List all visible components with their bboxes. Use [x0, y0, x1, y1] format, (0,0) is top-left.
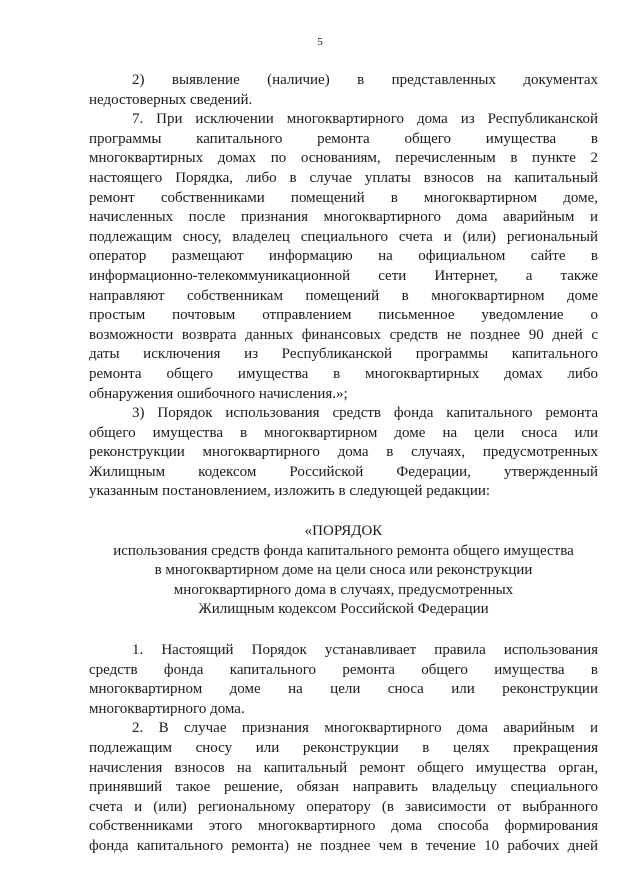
text-line: средств фонда капитального ремонта общего имущества в [89, 661, 598, 678]
text-line: информационно-телекоммуникационной сети Интернет, а также [89, 267, 598, 284]
text-line: реконструкции многоквартирного дома в случаях, предусмотренных [89, 444, 598, 461]
text-line: общего имущества в многоквартирном доме на цели сноса или [89, 424, 598, 441]
text-line: недостоверных сведений. [89, 91, 253, 108]
order-subtitle-line: многоквартирного дома в случаях, предусмотренных [173, 581, 514, 598]
text-line: ремонт собственниками помещений в многоквартирном доме, [89, 189, 598, 206]
text-line: оператор размещают информацию на официальном сайте в [89, 248, 598, 265]
text-line: принявший такое решение, обязан направить владельцу специального [89, 779, 598, 796]
text-line: начисления взносов на капитальный ремонт общего имущества орган, [89, 759, 598, 776]
text-line: 2) выявление (наличие) в представленных документах [132, 72, 598, 88]
text-line: собственниками этого многоквартирного дома способа формирования [89, 818, 598, 835]
text-line: многоквартирных домах по основаниям, перечисленным в пункте 2 [89, 150, 598, 167]
order-subtitle-line: в многоквартирном доме на цели сноса или реконструкции [154, 562, 533, 579]
text-line: фонда капитального ремонта) не позднее чем в течение 10 рабочих дней [89, 837, 598, 854]
order-paragraph-2 [89, 719, 598, 856]
text-line: Жилищным кодексом Российской Федерации, утвержденный [89, 463, 598, 480]
text-line: программы капитального ремонта общего имущества в [89, 130, 598, 147]
order-heading: «ПОРЯДОК [304, 523, 383, 540]
paragraph-item-2 [89, 71, 598, 110]
text-line: даты исключения из Республиканской программы капитального [89, 346, 598, 363]
spacer [89, 620, 598, 641]
text-line: возможности возврата данных финансовых средств не позднее 90 дней с [89, 326, 598, 343]
text-line: подлежащим сносу, владелец специального счета и (или) региональный [89, 228, 598, 245]
text-line: указанным постановлением, изложить в следующей редакции: [89, 483, 491, 500]
text-line: 7. При исключении многоквартирного дома из Республиканской [132, 111, 598, 128]
text-line: 1. Настоящий Порядок устанавливает правила использования [132, 642, 598, 659]
order-subtitle-line: использования средств фонда капитального ремонта общего имущества [113, 542, 574, 559]
order-subtitle-line: Жилищным кодексом Российской Федерации [198, 601, 489, 618]
paragraph-item-7 [89, 110, 598, 404]
text-line: многоквартирном доме на цели сноса или реконструкции [89, 681, 598, 698]
text-line: 3) Порядок использования средств фонда капитального ремонта [132, 405, 598, 422]
order-title [89, 522, 598, 620]
document-body [89, 71, 598, 857]
text-line: ремонта общего имущества в многоквартирных домах либо [89, 365, 598, 382]
text-line: счета и (или) региональному оператору (в зависимости от выбранного [89, 798, 598, 815]
page-number: 5 [317, 36, 323, 48]
order-paragraph-1 [89, 641, 598, 719]
text-line: многоквартирного дома. [89, 700, 245, 717]
text-line: 2. В случае признания многоквартирного дома аварийным и [132, 720, 598, 737]
paragraph-item-3 [89, 404, 598, 502]
text-line: подлежащим сносу или реконструкции в целях прекращения [89, 740, 598, 756]
text-line: обнаружения ошибочного начисления.»; [89, 385, 348, 402]
text-line: настоящего Порядка, либо в случае уплаты взносов на капитальный [89, 169, 598, 186]
text-line: простым почтовым отправлением письменное уведомление о [89, 307, 598, 324]
text-line: начисленных после признания многоквартирного дома аварийным и [89, 209, 598, 226]
text-line: направляют собственникам помещений в многоквартирном доме [89, 287, 598, 304]
